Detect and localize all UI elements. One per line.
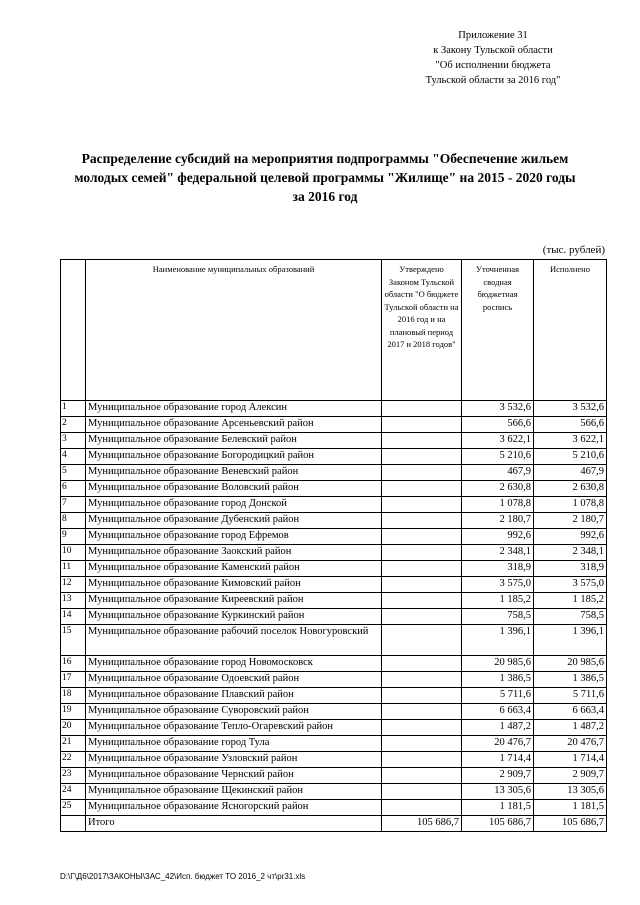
row-executed: 2 909,7	[534, 768, 607, 784]
table-row	[61, 593, 607, 609]
row-approved	[382, 688, 462, 704]
table-row	[61, 784, 607, 800]
table-row	[61, 481, 607, 497]
row-name: Муниципальное образование Дубенский район	[86, 513, 382, 529]
table-row	[61, 577, 607, 593]
row-refined: 758,5	[462, 609, 534, 625]
row-name: Муниципальное образование Узловский район	[86, 752, 382, 768]
row-index: 18	[61, 688, 86, 704]
row-refined: 3 622,1	[462, 433, 534, 449]
row-index: 1	[61, 401, 86, 417]
row-executed: 1 714,4	[534, 752, 607, 768]
file-path-footer: D:\Г\Д6\2017\ЗАКОНЫ\ЗАС_42\Исп. бюджет ТО 2016_2 чт\pr31.xls	[60, 872, 306, 881]
header-name: Наименование муниципальных образований	[86, 260, 382, 401]
row-refined: 1 078,8	[462, 497, 534, 513]
row-executed: 6 663,4	[534, 704, 607, 720]
row-approved	[382, 784, 462, 800]
row-refined: 1 714,4	[462, 752, 534, 768]
table-row	[61, 433, 607, 449]
table-row	[61, 465, 607, 481]
row-name: Муниципальное образование Белевский район	[86, 433, 382, 449]
row-name: Муниципальное образование город Новомосковск	[86, 656, 382, 672]
table-row	[61, 720, 607, 736]
row-refined: 20 476,7	[462, 736, 534, 752]
row-executed: 3 622,1	[534, 433, 607, 449]
table-row	[61, 768, 607, 784]
row-approved	[382, 800, 462, 816]
row-approved	[382, 736, 462, 752]
table-row	[61, 704, 607, 720]
row-executed: 3 532,6	[534, 401, 607, 417]
row-index: 2	[61, 417, 86, 433]
row-name: Муниципальное образование Веневский район	[86, 465, 382, 481]
header-executed: Исполнено	[534, 260, 607, 401]
row-approved	[382, 433, 462, 449]
row-refined: 467,9	[462, 465, 534, 481]
row-index: 14	[61, 609, 86, 625]
row-name: Муниципальное образование Ясногорский район	[86, 800, 382, 816]
table-row	[61, 752, 607, 768]
unit-label: (тыс. рублей)	[542, 244, 605, 256]
row-approved	[382, 545, 462, 561]
row-approved	[382, 449, 462, 465]
row-index: 24	[61, 784, 86, 800]
row-refined: 3 575,0	[462, 577, 534, 593]
row-name: Муниципальное образование Щекинский район	[86, 784, 382, 800]
row-executed: 1 487,2	[534, 720, 607, 736]
total-row	[61, 816, 607, 832]
row-approved	[382, 513, 462, 529]
row-executed: 566,6	[534, 417, 607, 433]
row-name: Муниципальное образование Богородицкий район	[86, 449, 382, 465]
row-approved	[382, 561, 462, 577]
row-approved	[382, 720, 462, 736]
row-executed: 1 078,8	[534, 497, 607, 513]
row-approved	[382, 752, 462, 768]
row-name: Муниципальное образование Куркинский район	[86, 609, 382, 625]
appendix-line: Приложение 31	[458, 30, 528, 41]
row-approved	[382, 593, 462, 609]
row-index: 9	[61, 529, 86, 545]
row-executed: 20 476,7	[534, 736, 607, 752]
row-name: Муниципальное образование Киреевский район	[86, 593, 382, 609]
row-executed: 2 630,8	[534, 481, 607, 497]
row-approved	[382, 577, 462, 593]
row-refined: 3 532,6	[462, 401, 534, 417]
document-title	[60, 149, 590, 206]
row-name: Муниципальное образование Арсеньевский район	[86, 417, 382, 433]
row-index: 3	[61, 433, 86, 449]
table-row	[61, 672, 607, 688]
row-executed: 5 711,6	[534, 688, 607, 704]
table-row	[61, 529, 607, 545]
row-executed: 1 185,2	[534, 593, 607, 609]
appendix-line: "Об исполнении бюджета	[435, 60, 551, 71]
row-index: 5	[61, 465, 86, 481]
row-executed: 1 396,1	[534, 625, 607, 656]
row-refined: 2 630,8	[462, 481, 534, 497]
row-index: 17	[61, 672, 86, 688]
row-name: Муниципальное образование город Тула	[86, 736, 382, 752]
row-refined: 13 305,6	[462, 784, 534, 800]
total-refined: 105 686,7	[462, 816, 534, 832]
row-executed: 20 985,6	[534, 656, 607, 672]
total-label: Итого	[86, 816, 382, 832]
row-name: Муниципальное образование город Донской	[86, 497, 382, 513]
table-row	[61, 656, 607, 672]
row-approved	[382, 672, 462, 688]
row-refined: 1 396,1	[462, 625, 534, 656]
row-index: 8	[61, 513, 86, 529]
appendix-line: к Закону Тульской области	[433, 45, 553, 56]
row-refined: 5 711,6	[462, 688, 534, 704]
subsidy-table	[60, 259, 607, 832]
table-row	[61, 736, 607, 752]
table-row	[61, 513, 607, 529]
row-approved	[382, 417, 462, 433]
row-executed: 5 210,6	[534, 449, 607, 465]
row-index: 13	[61, 593, 86, 609]
appendix-block	[398, 28, 588, 88]
row-executed: 2 348,1	[534, 545, 607, 561]
row-index: 11	[61, 561, 86, 577]
row-index: 21	[61, 736, 86, 752]
row-refined: 318,9	[462, 561, 534, 577]
row-index: 6	[61, 481, 86, 497]
row-approved	[382, 401, 462, 417]
row-name: Муниципальное образование Тепло-Огаревский район	[86, 720, 382, 736]
row-executed: 467,9	[534, 465, 607, 481]
row-index: 4	[61, 449, 86, 465]
table-row	[61, 625, 607, 656]
row-name: Муниципальное образование Одоевский район	[86, 672, 382, 688]
row-index: 25	[61, 800, 86, 816]
row-refined: 6 663,4	[462, 704, 534, 720]
row-approved	[382, 625, 462, 656]
table-row	[61, 688, 607, 704]
row-refined: 1 185,2	[462, 593, 534, 609]
row-approved	[382, 609, 462, 625]
row-name: Муниципальное образование Чернский район	[86, 768, 382, 784]
row-executed: 13 305,6	[534, 784, 607, 800]
row-approved	[382, 704, 462, 720]
row-executed: 3 575,0	[534, 577, 607, 593]
title-line: Распределение субсидий на мероприятия подпрограммы "Обеспечение жильем	[81, 151, 569, 166]
row-refined: 1 181,5	[462, 800, 534, 816]
table-row	[61, 561, 607, 577]
row-refined: 992,6	[462, 529, 534, 545]
row-name: Муниципальное образование Плавский район	[86, 688, 382, 704]
row-executed: 992,6	[534, 529, 607, 545]
row-executed: 318,9	[534, 561, 607, 577]
table-row	[61, 401, 607, 417]
row-refined: 1 487,2	[462, 720, 534, 736]
row-name: Муниципальное образование Заокский район	[86, 545, 382, 561]
row-index: 7	[61, 497, 86, 513]
title-line: молодых семей" федеральной целевой программы "Жилище" на 2015 - 2020 годы	[74, 170, 576, 185]
total-executed: 105 686,7	[534, 816, 607, 832]
row-refined: 2 909,7	[462, 768, 534, 784]
row-name: Муниципальное образование рабочий поселок Новогуровский	[86, 625, 382, 656]
row-executed: 1 181,5	[534, 800, 607, 816]
row-approved	[382, 656, 462, 672]
row-refined: 5 210,6	[462, 449, 534, 465]
row-name: Муниципальное образование город Алексин	[86, 401, 382, 417]
table-body	[61, 401, 607, 832]
table-row	[61, 449, 607, 465]
row-index: 12	[61, 577, 86, 593]
table-header-row	[61, 260, 607, 401]
row-executed: 1 386,5	[534, 672, 607, 688]
row-index: 20	[61, 720, 86, 736]
table-row	[61, 497, 607, 513]
header-approved: Утверждено Законом Тульской области "О бюджете Тульской области на 2016 год и на плановый период 2017 и 2018 годов"	[382, 260, 462, 401]
row-index: 16	[61, 656, 86, 672]
row-executed: 2 180,7	[534, 513, 607, 529]
row-index: 19	[61, 704, 86, 720]
row-name: Муниципальное образование город Ефремов	[86, 529, 382, 545]
table-row	[61, 545, 607, 561]
row-name: Муниципальное образование Воловский район	[86, 481, 382, 497]
total-index	[61, 816, 86, 832]
row-executed: 758,5	[534, 609, 607, 625]
table-row	[61, 800, 607, 816]
title-line: за 2016 год	[292, 189, 358, 204]
total-approved: 105 686,7	[382, 816, 462, 832]
row-refined: 1 386,5	[462, 672, 534, 688]
row-index: 22	[61, 752, 86, 768]
table-row	[61, 417, 607, 433]
row-approved	[382, 768, 462, 784]
row-approved	[382, 465, 462, 481]
row-approved	[382, 497, 462, 513]
header-refined: Уточненная сводная бюджетная роспись	[462, 260, 534, 401]
row-refined: 566,6	[462, 417, 534, 433]
row-name: Муниципальное образование Суворовский район	[86, 704, 382, 720]
row-approved	[382, 481, 462, 497]
row-index: 10	[61, 545, 86, 561]
row-name: Муниципальное образование Кимовский район	[86, 577, 382, 593]
row-refined: 20 985,6	[462, 656, 534, 672]
row-refined: 2 348,1	[462, 545, 534, 561]
row-approved	[382, 529, 462, 545]
row-name: Муниципальное образование Каменский район	[86, 561, 382, 577]
table-row	[61, 609, 607, 625]
header-index	[61, 260, 86, 401]
row-index: 15	[61, 625, 86, 656]
appendix-line: Тульской области за 2016 год"	[425, 75, 561, 86]
row-refined: 2 180,7	[462, 513, 534, 529]
row-index: 23	[61, 768, 86, 784]
